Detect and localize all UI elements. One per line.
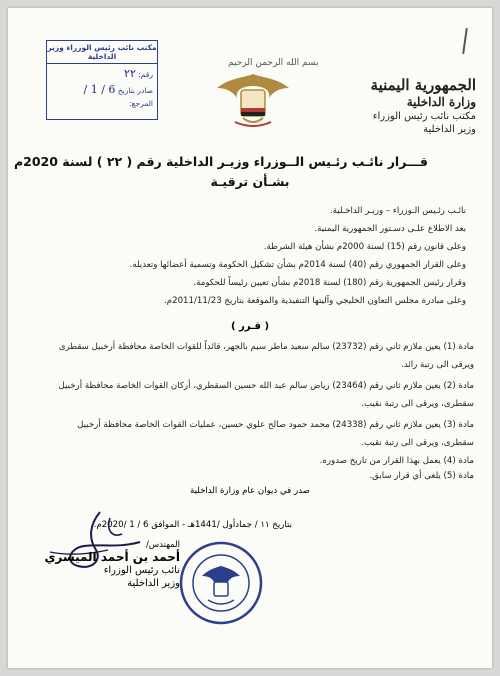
preamble-line: نائـب رئـيس الـوزراء – وزيـر الداخـلية. [329,206,466,216]
preamble-line: بعد الاطلاع علـى دسـتور الجمهورية اليمنية. [314,224,466,234]
registration-date-row [47,80,157,96]
pen-mark [462,28,468,54]
registration-ref-row: المرجع: [128,99,153,108]
decree-subtitle: بشـأن ترقيـة [210,174,290,189]
article-line: ويرقى الى رتبة رائد. [401,360,474,370]
preamble-line: وعلى قانون رقم (15) لسنة 2000م بشأن هيئة الشرطة. [263,242,466,252]
yemen-eagle-emblem-icon [213,68,293,130]
basmala: بسم الله الرحمن الرحيم [228,58,319,68]
ministry-header [371,76,476,136]
decision-heading: ( قـرر ) [230,321,270,332]
article-line: مادة (2) يعين ملازم ثاني رقم (23464) رياض سالم عبد الله حسين السقطري، أركان القوات الخاصة محافظة أرخبيل [58,381,474,391]
registration-number-row: رقم: ٢٢ [124,67,153,80]
signatory-position-1: نائب رئيس الوزراء [103,565,180,576]
ministry-name: وزارة الداخلية [406,95,476,109]
preamble-line: وعلى مبادرة مجلس التعاون الخليجي وآليتها التنفيذية والموقعة بتاريخ 2011/11/23م. [164,296,466,306]
office-subtitle: وزير الداخلية [423,124,476,135]
issue-date: بتاريخ ١١ / جمادأول /1441هـ - الموافق 6 / 1 /2020م. [93,520,292,530]
registration-stamp-title: مكتب نائب رئيس الوزراء وزير الداخلية [47,41,157,64]
country-name: الجمهورية اليمنية [370,76,476,94]
preamble-line: وعلى القرار الجمهوري رقم (40) لسنة 2014م بشأن تشكيل الحكومة وتسمية أعضائها وتعديله. [129,260,466,270]
preamble-line: وقرار رئيس الجمهورية رقم (180) لسنة 2018م بشأن تعيين رئيساً للحكومة. [193,278,466,288]
issued-location: صدر في ديوان عام وزارة الداخلية [190,486,310,496]
official-round-stamp-icon [178,540,264,626]
article-line: مادة (1) يعين ملازم ثاني رقم (23732) سالم سعيد ماطر سيم بالجهر، قائداً للقوات الخاصة محافظة أرخبيل سقطرى [58,342,474,352]
article-line: مادة (3) يعين ملازم ثاني رقم (24338) محمد حمود صالح علوي حسين، عمليات القوات الخاصة محافظة أرخبيل [77,420,474,430]
registration-date-label: صادر بتاريخ [117,86,153,95]
document-page [8,8,492,668]
signatory-prefix: المهندس/ [145,540,180,550]
article-line: سقطرى، ويرقى الى رتبة نقيب. [361,438,474,448]
signatory-position-2: وزير الداخلية [127,578,180,589]
article-line: سقطرى، ويرقى الى رتبة نقيب. [361,399,474,409]
decree-title: قـــرار نائـب رئـيس الــوزراء وزيـر الداخلية رقم ( ٢٢ ) لسنة 2020م [13,154,428,169]
article-line: مادة (5) يلغى أي قرار سابق. [369,471,474,481]
registration-ref-label: المرجع [131,99,153,108]
signatory-name: أحمد بن أحمد الميسري [44,550,180,564]
registration-stamp [46,40,158,120]
registration-number-label: رقم [140,70,153,79]
registration-date-value: 6 / 1 / [83,83,116,96]
article-line: مادة (4) يعمل بهذا القرار من تاريخ صدوره. [319,456,474,466]
registration-number-value: ٢٢ [124,67,136,80]
signatory-block [30,540,180,590]
office-name: مكتب نائب رئيس الوزراء [372,111,476,122]
